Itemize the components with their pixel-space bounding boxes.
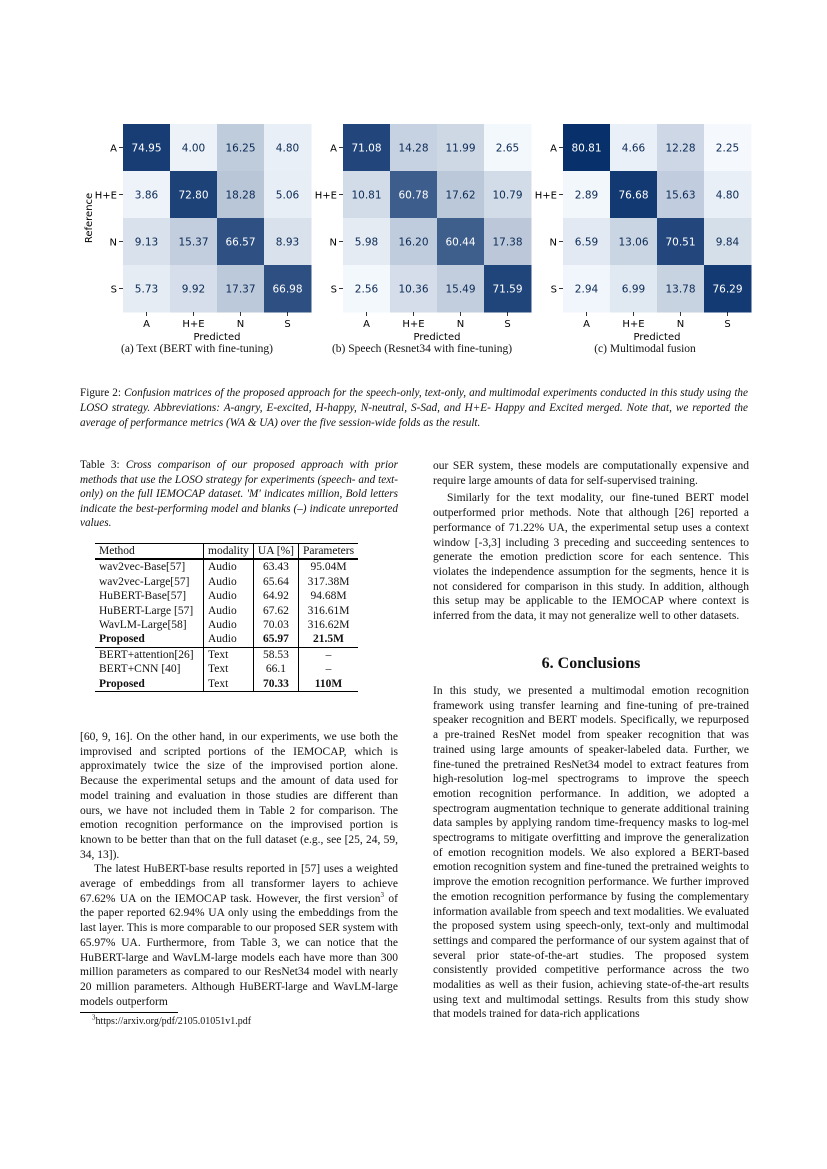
right-column-text-top bbox=[433, 459, 749, 624]
table-row bbox=[95, 589, 358, 603]
cell-value: 76.68 bbox=[618, 189, 649, 202]
cell-method: wav2vec-Base[57] bbox=[99, 561, 186, 574]
table-row bbox=[95, 559, 358, 574]
cell-value: 5.06 bbox=[275, 189, 300, 202]
table-row bbox=[95, 604, 358, 618]
table-caption-label: Table 3: bbox=[80, 459, 120, 471]
cell-value: 70.51 bbox=[665, 236, 696, 249]
x-axis-label: Predicted bbox=[633, 332, 681, 343]
cell-value: 14.28 bbox=[398, 142, 429, 155]
cell-ua: 58.53 bbox=[253, 647, 298, 662]
cell-method: HuBERT-Large [57] bbox=[99, 604, 194, 617]
cell-value: 6.99 bbox=[621, 283, 646, 296]
cell-params: – bbox=[298, 662, 358, 676]
cell-method: HuBERT-Base[57] bbox=[99, 590, 187, 603]
cell-method: WavLM-Large[58] bbox=[99, 619, 187, 632]
footnote bbox=[92, 1013, 252, 1027]
cell-value: 4.80 bbox=[275, 142, 300, 155]
figure-caption-label: Figure 2: bbox=[80, 387, 121, 399]
paragraph-part: of the paper reported 62.94% UA only using the embeddings from the last layer. This is more comparable to our proposed SER system with 65.97% UA. Furthermore, from Table 3, we can notice that the HuBERT-large and WavLM-large models each have more than 300 million parameters as compared to our ResNet34 model with nearly 20 million parameters. Although HuBERT-large and WavLM-large models outperform bbox=[80, 892, 398, 1008]
cell-value: 60.44 bbox=[445, 236, 476, 249]
cell-value: 11.99 bbox=[445, 142, 476, 155]
cell-modality: Audio bbox=[204, 618, 254, 632]
x-tick-label: S bbox=[504, 319, 511, 330]
right-column-text-bottom bbox=[433, 684, 749, 1022]
header-ua: UA [%] bbox=[253, 544, 298, 560]
table-caption bbox=[80, 458, 398, 531]
cell-ua: 64.92 bbox=[253, 589, 298, 603]
cell-modality: Audio bbox=[204, 589, 254, 603]
comparison-table bbox=[95, 543, 358, 692]
y-tick-label: A bbox=[110, 143, 117, 155]
cell-value: 4.80 bbox=[715, 189, 740, 202]
cell-value: 16.25 bbox=[225, 142, 256, 155]
cell-value: 13.78 bbox=[665, 283, 696, 296]
cell-value: 17.37 bbox=[225, 283, 256, 296]
cell-value: 3.86 bbox=[134, 189, 159, 202]
table-row bbox=[95, 575, 358, 589]
cell-value: 74.95 bbox=[131, 142, 162, 155]
x-tick-label: N bbox=[676, 319, 685, 330]
cell-value: 16.20 bbox=[398, 236, 429, 249]
cell-params: 21.5M bbox=[298, 632, 358, 647]
cell-value: 4.66 bbox=[621, 142, 646, 155]
cell-ua: 63.43 bbox=[253, 559, 298, 574]
x-tick-label: A bbox=[583, 319, 590, 330]
y-tick-label: H+E bbox=[94, 190, 117, 202]
y-tick-label: A bbox=[550, 143, 557, 155]
cell-value: 17.38 bbox=[492, 236, 523, 249]
cell-method: BERT+CNN [40] bbox=[99, 663, 181, 676]
table-row bbox=[95, 647, 358, 662]
cell-modality: Audio bbox=[204, 604, 254, 618]
y-tick-label: H+E bbox=[314, 190, 337, 202]
cell-params: 110M bbox=[298, 677, 358, 692]
x-tick-label: S bbox=[284, 319, 291, 330]
cell-value: 2.89 bbox=[574, 189, 599, 202]
x-tick-label: N bbox=[456, 319, 465, 330]
cell-value: 9.84 bbox=[715, 236, 740, 249]
table-header-row bbox=[95, 544, 358, 560]
cell-ua: 65.97 bbox=[253, 632, 298, 647]
x-tick-label: H+E bbox=[182, 319, 205, 330]
figure-caption-text: Confusion matrices of the proposed approach for the speech-only, text-only, and multimodal experiments conducted in this study using the LOSO strategy. Abbreviations: A-angry, E-excited, H-happy, N-neutral, S-Sad, and H+E- Happy and Excited merged. Note that, we reported the average of performance metrics (WA & UA) over the five session-wide folds as the result. bbox=[80, 387, 748, 429]
confusion-matrix-multimodal bbox=[510, 110, 760, 343]
footnote-url: https://arxiv.org/pdf/2105.01051v1.pdf bbox=[95, 1016, 252, 1027]
cell-modality: Audio bbox=[204, 575, 254, 589]
cell-ua: 67.62 bbox=[253, 604, 298, 618]
cell-value: 2.25 bbox=[715, 142, 740, 155]
cell-value: 12.28 bbox=[665, 142, 696, 155]
cell-value: 5.98 bbox=[354, 236, 379, 249]
paragraph bbox=[80, 862, 398, 1009]
cell-modality: Text bbox=[204, 662, 254, 676]
cell-value: 9.92 bbox=[181, 283, 206, 296]
paragraph: [60, 9, 16]. On the other hand, in our experiments, we use both the improvised and scripted portions of the IEMOCAP, which is approximately twice the size of the improvised portion alone. Because the experimental setups and the amount of data used for model training and evaluation in those studies are different than ours, we have not included them in Table 2 for comparison. The emotion recognition performance on the improvised portion is known to be better than that on the full dataset (e.g., see [25, 24, 59, 34, 13]). bbox=[80, 731, 398, 861]
x-tick-label: A bbox=[143, 319, 150, 330]
cell-params: 95.04M bbox=[298, 559, 358, 574]
subcaption-a: (a) Text (BERT with fine-tuning) bbox=[120, 343, 274, 355]
y-tick-label: S bbox=[550, 284, 557, 296]
x-tick-label: N bbox=[236, 319, 245, 330]
cell-ua: 70.03 bbox=[253, 618, 298, 632]
cell-params: 94.68M bbox=[298, 589, 358, 603]
cell-params: 317.38M bbox=[298, 575, 358, 589]
x-tick-label: A bbox=[363, 319, 370, 330]
y-tick-label: S bbox=[330, 284, 337, 296]
cell-value: 15.37 bbox=[178, 236, 209, 249]
cell-value: 2.56 bbox=[354, 283, 379, 296]
table-row-proposed-audio bbox=[95, 632, 358, 647]
x-tick-label: H+E bbox=[402, 319, 425, 330]
cell-value: 6.59 bbox=[574, 236, 599, 249]
cell-value: 13.06 bbox=[618, 236, 649, 249]
header-modality: modality bbox=[204, 544, 254, 560]
footnote-mark: 3 bbox=[380, 890, 384, 899]
cell-value: 76.29 bbox=[712, 283, 743, 296]
paragraph: our SER system, these models are computationally expensive and require large amounts of data for self-supervised training. bbox=[433, 460, 749, 487]
x-axis-label: Predicted bbox=[413, 332, 461, 343]
cell-value: 4.00 bbox=[181, 142, 206, 155]
cell-ua: 65.64 bbox=[253, 575, 298, 589]
header-parameters: Parameters bbox=[298, 544, 358, 560]
cell-modality: Text bbox=[204, 647, 254, 662]
table-row bbox=[95, 618, 358, 632]
y-tick-label: N bbox=[109, 237, 117, 249]
table-row bbox=[95, 662, 358, 676]
cell-method: Proposed bbox=[95, 677, 204, 692]
paragraph: In this study, we presented a multimodal emotion recognition framework using transfer learning and fine-tuning of pre-trained speaker recognition and BERT models. Specifically, we repurposed a pre-trained ResNet model from speaker recognition that was trained using large amounts of speaker-labeled data. Further, we fine-tuned the pretrained ResNet34 model to extract features from high-resolution log-mel spectrograms to improve the speech emotion recognition performance. In addition, we adopted a spectrogram augmentation technique to generate additional training data samples by applying random time-frequency masks to log-mel spectrograms to mitigate overfitting and improve the generalization of emotion recognition models. We also explored a BERT-based emotion recognition system and fine-tuned the pretrained weights to improve the emotion recognition performance. We further improved the emotion recognition performance by fusing the complementary information available from speech and text modalities. We evaluated the proposed system using speech-only, text-only and multimodal settings and compared the performance of our system against that of several prior state-of-the-art studies. The proposed system consistently provided competitive performance across the two modalities as well as their fusion, achieving state-of-the-art results using text and multimodal settings. Results from this study show that models trained for data-rich applications bbox=[433, 685, 749, 1021]
cell-value: 60.78 bbox=[398, 189, 429, 202]
cell-ua: 66.1 bbox=[253, 662, 298, 676]
cell-value: 10.36 bbox=[398, 283, 429, 296]
y-tick-label: H+E bbox=[534, 190, 557, 202]
cell-value: 71.08 bbox=[351, 142, 382, 155]
cell-value: 80.81 bbox=[571, 142, 602, 155]
x-tick-label: S bbox=[724, 319, 731, 330]
table-row-proposed-text bbox=[95, 677, 358, 692]
left-column-text bbox=[80, 730, 398, 1009]
cell-value: 66.98 bbox=[272, 283, 303, 296]
cell-modality: Audio bbox=[204, 559, 254, 574]
cell-params: 316.61M bbox=[298, 604, 358, 618]
cell-method: Proposed bbox=[99, 633, 145, 646]
x-tick-label: H+E bbox=[622, 319, 645, 330]
cell-value: 2.65 bbox=[495, 142, 520, 155]
cell-value: 8.93 bbox=[275, 236, 300, 249]
cell-params: 316.62M bbox=[298, 618, 358, 632]
cell-method: BERT+attention[26] bbox=[95, 647, 204, 662]
cell-value: 15.49 bbox=[445, 283, 476, 296]
cell-modality: Audio bbox=[204, 632, 254, 647]
paragraph-part: The latest HuBERT-base results reported in [57] uses a weighted average of embeddings from all transformer layers to achieve 67.62% UA on the IEMOCAP task. However, the first version bbox=[80, 863, 398, 905]
footnote-number: 3 bbox=[92, 1013, 96, 1022]
y-tick-label: N bbox=[549, 237, 557, 249]
cell-params: – bbox=[298, 647, 358, 662]
header-method: Method bbox=[95, 544, 204, 560]
figure-caption bbox=[80, 386, 748, 431]
cell-value: 2.94 bbox=[574, 283, 599, 296]
cell-method: wav2vec-Large[57] bbox=[99, 575, 190, 588]
confusion-matrix-text bbox=[70, 110, 320, 343]
y-tick-label: A bbox=[330, 143, 337, 155]
cell-ua: 70.33 bbox=[253, 677, 298, 692]
cell-value: 10.81 bbox=[351, 189, 382, 202]
subcaption-c: (c) Multimodal fusion bbox=[594, 343, 696, 355]
cell-value: 72.80 bbox=[178, 189, 209, 202]
table-caption-text: Cross comparison of our proposed approach with prior methods that use the LOSO strategy for experiments (speech- and text-only) on the full IEMOCAP dataset. 'M' indicates million, Bold letters indicate the best-performing model and blanks (–) indicate unreported values. bbox=[80, 459, 399, 530]
confusion-matrix-speech bbox=[290, 110, 540, 343]
paragraph: Similarly for the text modality, our fine-tuned BERT model outperformed prior methods. Note that although [26] reported a performance of 71.22% UA, the experimental setup uses a context window [-3,3] including 3 preceding and succeeding sentences to generate the emotion prediction score for each sentence. This violates the independence assumption for the segments, hence it is not considered for comparison in this study. In addition, although this setup may be applicable to the IEMOCAP where context is inferred from the data, it may not generalize well to other datasets. bbox=[433, 492, 749, 623]
subcaption-b: (b) Speech (Resnet34 with fine-tuning) bbox=[331, 343, 513, 355]
cell-value: 10.79 bbox=[492, 189, 523, 202]
cell-value: 66.57 bbox=[225, 236, 256, 249]
cell-value: 17.62 bbox=[445, 189, 476, 202]
section-title: 6. Conclusions bbox=[541, 655, 641, 672]
cell-value: 9.13 bbox=[134, 236, 159, 249]
cell-value: 71.59 bbox=[492, 283, 523, 296]
y-tick-label: N bbox=[329, 237, 337, 249]
cell-modality: Text bbox=[204, 677, 254, 692]
x-axis-label: Predicted bbox=[193, 332, 241, 343]
y-tick-label: S bbox=[110, 284, 117, 296]
cell-value: 5.73 bbox=[134, 283, 159, 296]
cell-value: 15.63 bbox=[665, 189, 696, 202]
y-axis-label: Reference bbox=[84, 192, 95, 244]
cell-value: 18.28 bbox=[225, 189, 256, 202]
